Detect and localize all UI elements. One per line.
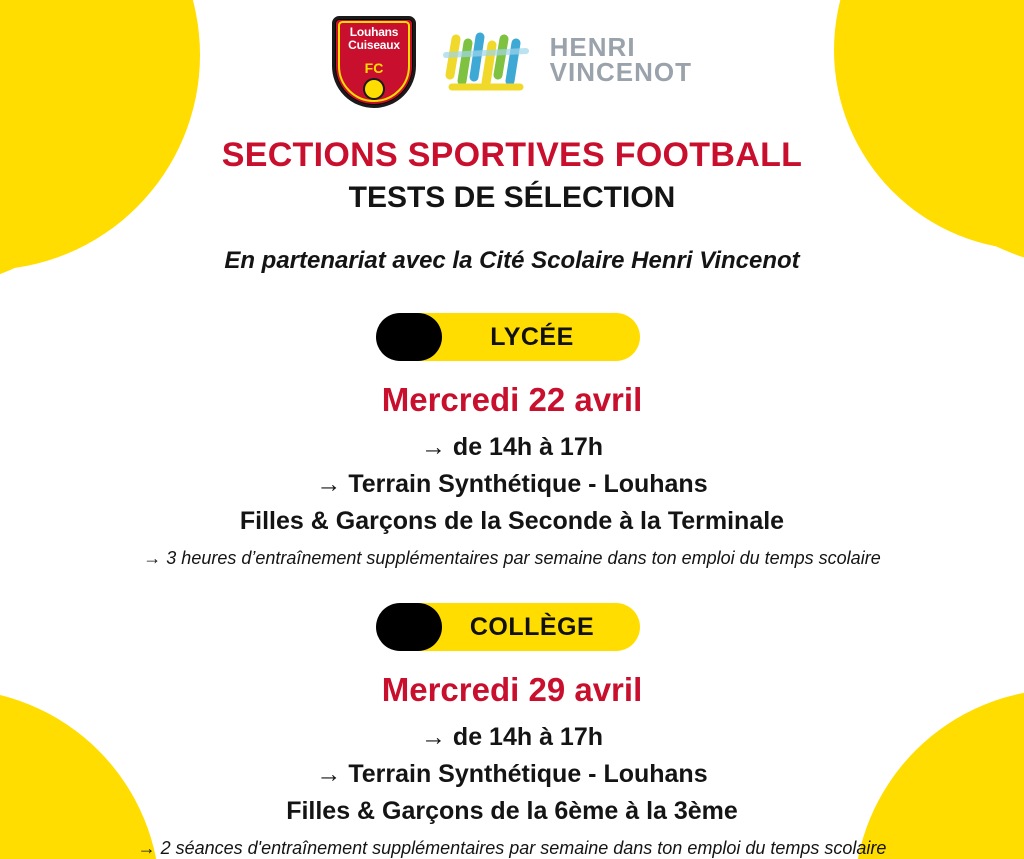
- section-college-pill-wrap: [0, 603, 1024, 651]
- section-college-date: Mercredi 29 avril: [381, 671, 643, 708]
- section-lycee-badge: [384, 313, 640, 361]
- section-lycee-line-1: → de 14h à 17h: [420, 433, 604, 461]
- section-college-line-1: → de 14h à 17h: [420, 723, 604, 751]
- section-lycee-line-3: Filles & Garçons de la Seconde à la Terminale: [239, 507, 785, 535]
- page-title: SECTIONS SPORTIVES FOOTBALL: [221, 136, 803, 174]
- section-college-badge: [384, 603, 640, 651]
- crest-club-name: [332, 26, 416, 52]
- partnership-line: En partenariat avec la Cité Scolaire Henri Vincenot: [224, 247, 800, 274]
- partner-logo-line1: HENRI: [549, 32, 636, 62]
- partner-brush-svg: [442, 27, 538, 97]
- section-lycee-pill-wrap: [0, 313, 1024, 361]
- section-college-badge-label: COLLÈGE: [469, 612, 595, 641]
- section-college-line-3: Filles & Garçons de la 6ème à la 3ème: [286, 797, 738, 825]
- crest-club-name-line2: Cuiseaux: [348, 38, 400, 52]
- partner-logo-text: [549, 32, 692, 87]
- partner-logo-line2: VINCENOT: [549, 57, 692, 87]
- partner-brush-mark-icon: [442, 27, 538, 97]
- crest-club-name-line1: Louhans: [349, 25, 399, 39]
- partner-logo: [442, 23, 692, 101]
- page-subtitle: TESTS DE SÉLECTION: [348, 181, 676, 214]
- logo-row: [332, 12, 692, 112]
- club-crest-icon: [332, 16, 416, 108]
- section-lycee-note: → 3 heures d’entraînement supplémentaires par semaine dans ton emploi du temps scolaire: [143, 548, 881, 568]
- section-college: [0, 569, 1024, 859]
- crest-club-initials: FC: [364, 60, 384, 76]
- section-college-line-2: → Terrain Synthétique - Louhans: [316, 760, 708, 788]
- football-icon: [363, 78, 385, 100]
- section-lycee-line-2: → Terrain Synthétique - Louhans: [316, 470, 708, 498]
- section-lycee-badge-label: LYCÉE: [490, 322, 574, 351]
- section-lycee: [0, 275, 1024, 569]
- section-lycee-date: Mercredi 22 avril: [381, 381, 643, 418]
- section-college-note: → 2 séances d'entraînement supplémentaires par semaine dans ton emploi du temps scolaire: [137, 838, 887, 858]
